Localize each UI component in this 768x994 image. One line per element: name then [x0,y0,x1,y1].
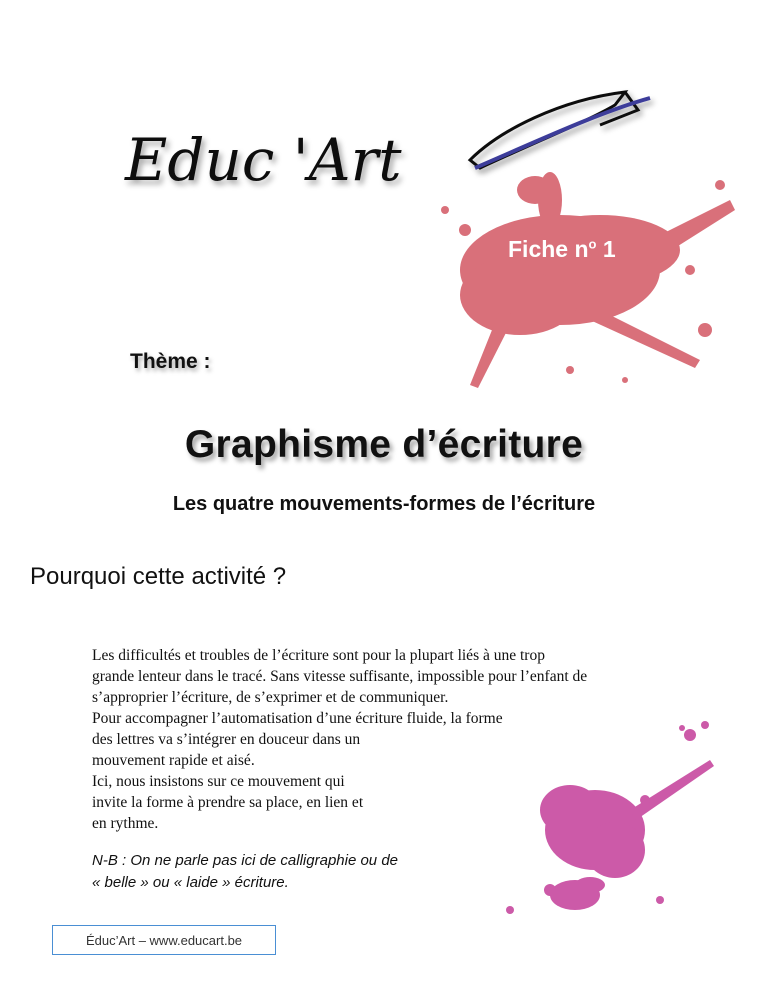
fiche-label: Fiche n [508,236,589,262]
fiche-superscript: o [588,236,597,252]
body-line: s’approprier l’écriture, de s’exprimer et de communiquer. [92,689,449,706]
body-text [92,645,587,834]
red-ink-splash [400,170,740,400]
logo-text: Educ 'Art [125,126,402,194]
section-heading: Pourquoi cette activité ? [30,563,287,590]
footer-credit: Éduc’Art – www.educart.be [52,925,276,955]
page-title: Graphisme d’écriture [184,423,584,466]
body-line: invite la forme à prendre sa place, en lien et [92,794,364,811]
body-line: Pour accompagner l’automatisation d’une écriture fluide, la forme [92,710,503,727]
fiche-badge [508,236,616,263]
page-subtitle: Les quatre mouvements-formes de l’écriture [172,493,596,515]
note-line: « belle » ou « laide » écriture. [92,874,289,891]
body-line: Ici, nous insistons sur ce mouvement qui [92,773,345,790]
note-block [92,850,398,894]
body-line: en rythme. [92,815,159,832]
note-line: N-B : On ne parle pas ici de calligraphie ou de [92,852,399,869]
body-line: mouvement rapide et aisé. [92,752,255,769]
fiche-number: 1 [602,236,616,262]
body-line: des lettres va s’intégrer en douceur dans un [92,731,361,748]
body-line: Les difficultés et troubles de l’écriture sont pour la plupart liés à une trop [92,647,545,664]
body-line: grande lenteur dans le tracé. Sans vitesse suffisante, impossible pour l’enfant de [92,668,588,685]
quill-pen-icon [470,92,650,168]
theme-label: Thème : [130,350,211,373]
